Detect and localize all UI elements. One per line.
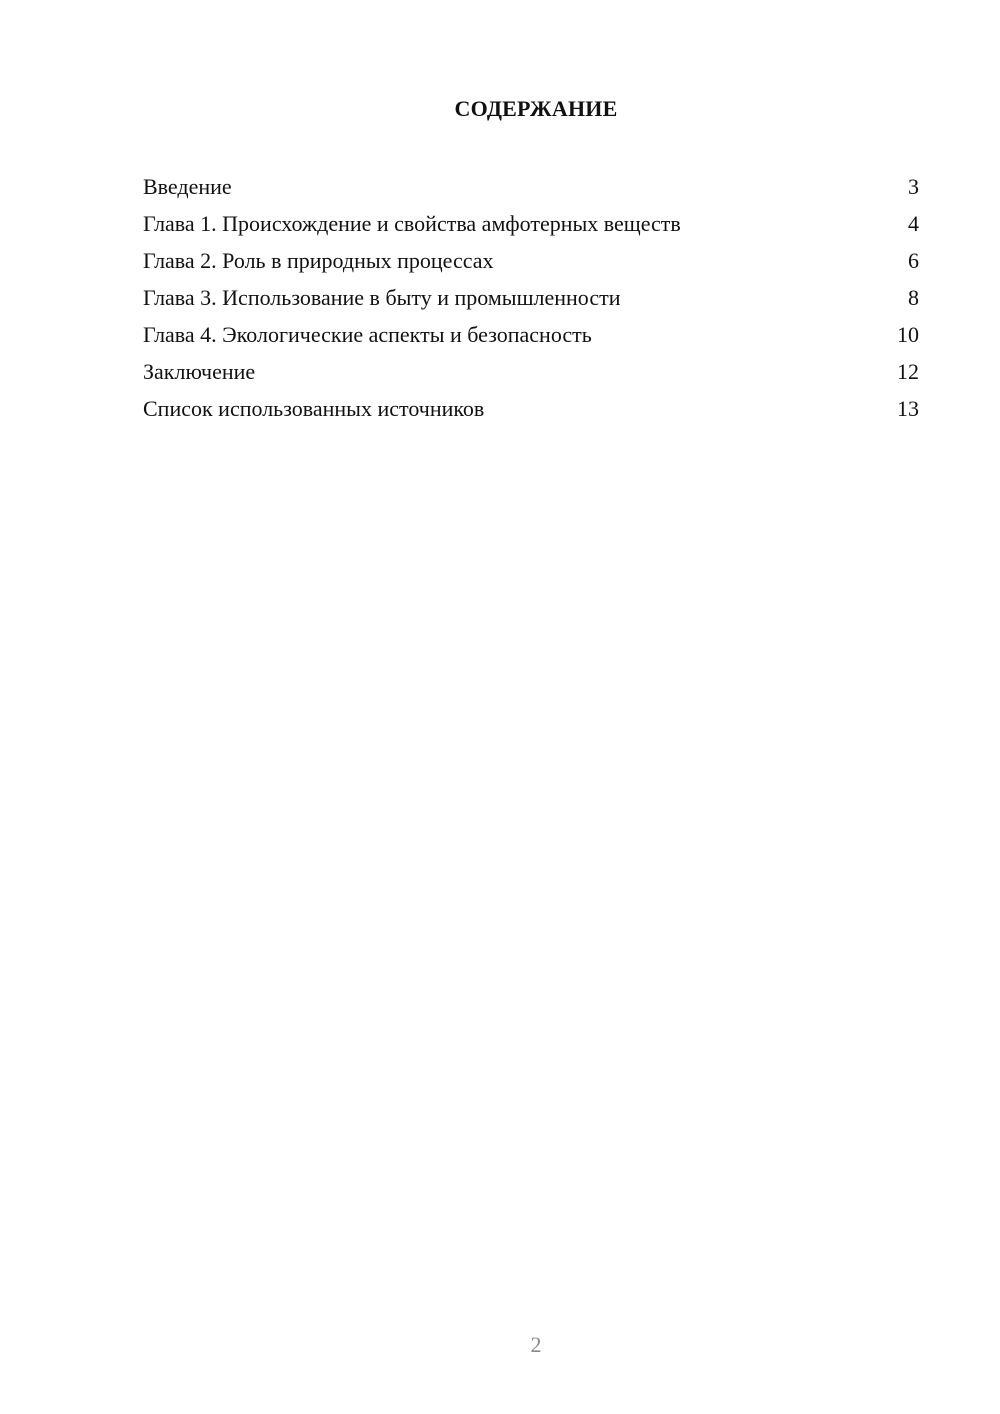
toc-entry-page: 3	[908, 174, 919, 199]
toc-entry-label: Заключение	[143, 359, 256, 384]
toc-entry-page: 12	[897, 359, 919, 384]
toc-entry-label: Список использованных источников	[143, 396, 485, 421]
toc-entry-label: Глава 3. Использование в быту и промышленности	[143, 285, 621, 310]
table-of-contents	[143, 168, 919, 427]
toc-entry-chapter-1[interactable]	[143, 205, 919, 242]
toc-title: СОДЕРЖАНИЕ	[454, 96, 618, 121]
toc-entry-chapter-4[interactable]	[143, 316, 919, 353]
toc-entry-references[interactable]	[143, 390, 919, 427]
toc-entry-introduction[interactable]	[143, 168, 919, 205]
toc-entry-label: Глава 4. Экологические аспекты и безопасность	[143, 322, 592, 347]
toc-entry-page: 13	[897, 396, 919, 421]
toc-entry-label: Глава 2. Роль в природных процессах	[143, 248, 494, 273]
page-number: 2	[530, 1332, 542, 1357]
toc-entry-page: 10	[897, 322, 919, 347]
toc-entry-chapter-2[interactable]	[143, 242, 919, 279]
toc-entry-page: 6	[908, 248, 919, 273]
toc-entry-conclusion[interactable]	[143, 353, 919, 390]
toc-entry-page: 8	[908, 285, 919, 310]
toc-entry-label: Глава 1. Происхождение и свойства амфотерных веществ	[143, 211, 681, 236]
toc-entry-label: Введение	[143, 174, 232, 199]
toc-entry-page: 4	[908, 211, 919, 236]
toc-entry-chapter-3[interactable]	[143, 279, 919, 316]
